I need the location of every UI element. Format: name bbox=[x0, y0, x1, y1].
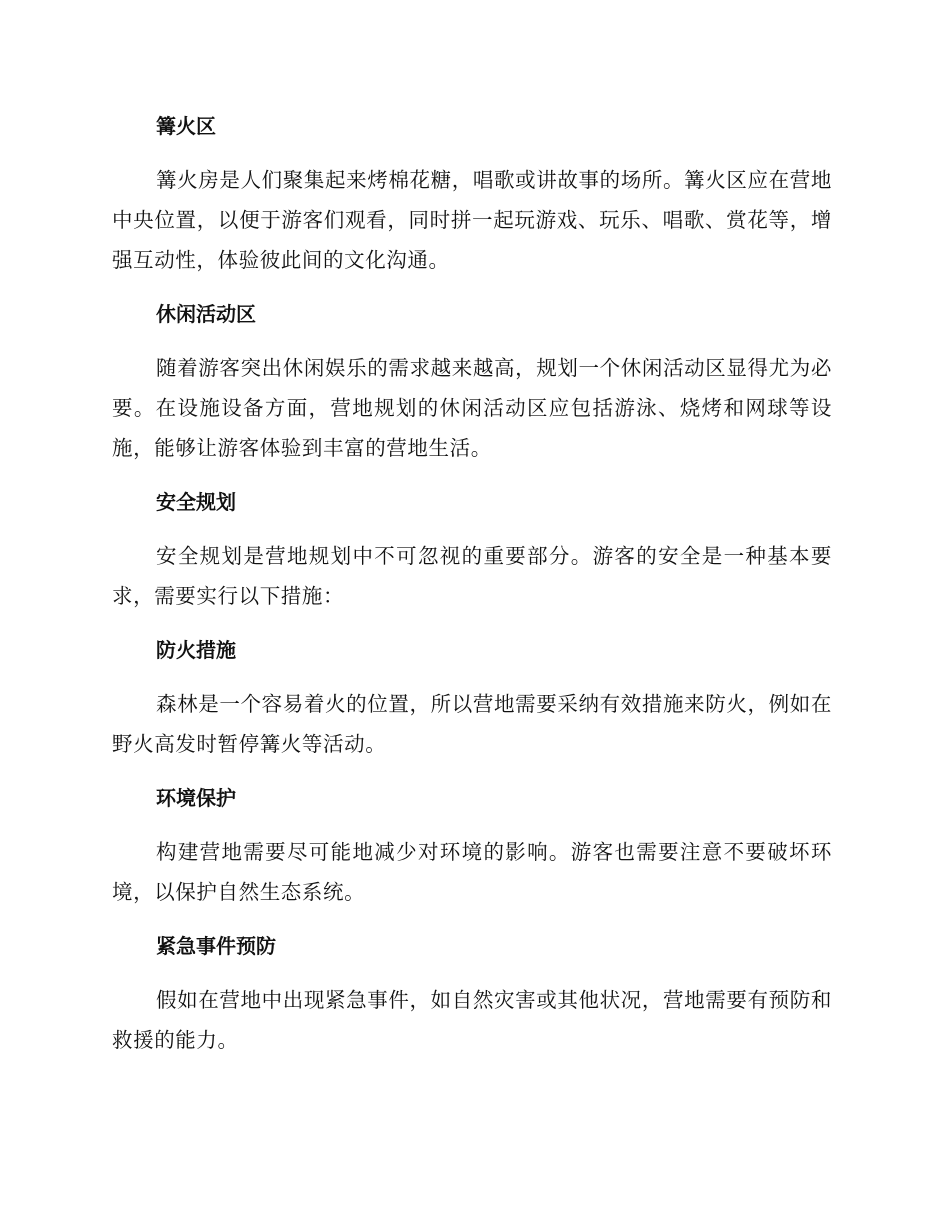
section-body-emergency-prevention: 假如在营地中出现紧急事件，如自然灾害或其他状况，营地需要有预防和救援的能力。 bbox=[112, 988, 832, 1052]
section-body-leisure-area: 随着游客突出休闲娱乐的需求越来越高，规划一个休闲活动区显得尤为必要。在设施设备方面，营地规划的休闲活动区应包括游泳、烧烤和网球等设施，能够让游客体验到丰富的营地生活。 bbox=[112, 356, 832, 460]
section-body-safety-planning: 安全规划是营地规划中不可忽视的重要部分。游客的安全是一种基本要求，需要实行以下措施： bbox=[112, 544, 832, 608]
section-body-environmental-protection: 构建营地需要尽可能地减少对环境的影响。游客也需要注意不要破坏环境，以保护自然生态系统。 bbox=[112, 840, 832, 904]
section-heading-leisure-area: 休闲活动区 bbox=[156, 302, 256, 326]
section-body-bonfire-area: 篝火房是人们聚集起来烤棉花糖，唱歌或讲故事的场所。篝火区应在营地中央位置，以便于游客们观看，同时拼一起玩游戏、玩乐、唱歌、赏花等，增强互动性，体验彼此间的文化沟通。 bbox=[112, 168, 832, 272]
section-heading-environmental-protection: 环境保护 bbox=[156, 786, 236, 810]
document-content bbox=[112, 106, 832, 1074]
section-body-fire-prevention: 森林是一个容易着火的位置，所以营地需要采纳有效措施来防火，例如在野火高发时暂停篝火等活动。 bbox=[112, 692, 832, 756]
section-heading-bonfire-area: 篝火区 bbox=[156, 114, 216, 138]
section-heading-safety-planning: 安全规划 bbox=[156, 490, 236, 514]
section-heading-fire-prevention: 防火措施 bbox=[156, 638, 236, 662]
section-heading-emergency-prevention: 紧急事件预防 bbox=[156, 934, 276, 958]
